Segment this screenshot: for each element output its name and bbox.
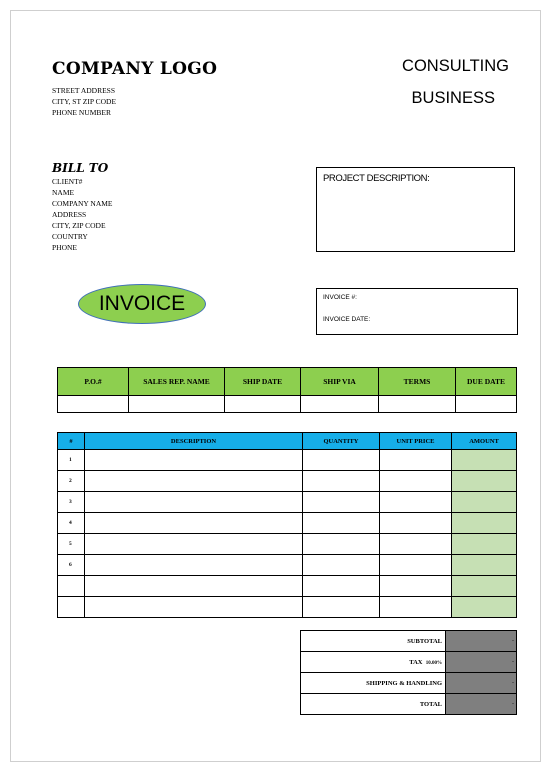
table-row (58, 450, 517, 471)
quantity-cell[interactable] (303, 597, 380, 618)
description-cell[interactable] (85, 597, 303, 618)
subtotal-row (301, 631, 517, 652)
shipping-label: SHIPPING & HANDLING (301, 673, 446, 694)
tax-label: TAX (409, 658, 423, 666)
total-label: TOTAL (301, 694, 446, 715)
unit-price-cell[interactable] (380, 534, 452, 555)
table-row (58, 513, 517, 534)
order-header-row (58, 368, 517, 396)
bill-phone: PHONE (52, 243, 78, 252)
amount-cell[interactable] (452, 492, 517, 513)
quantity-cell[interactable] (303, 450, 380, 471)
amount-cell[interactable] (452, 555, 517, 576)
header-ship-date: SHIP DATE (225, 368, 301, 396)
quantity-cell[interactable] (303, 492, 380, 513)
description-cell[interactable] (85, 492, 303, 513)
header-quantity: QUANTITY (303, 433, 380, 450)
quantity-cell[interactable] (303, 534, 380, 555)
due-date-cell[interactable] (456, 396, 517, 413)
amount-cell[interactable] (452, 513, 517, 534)
amount-cell[interactable] (452, 576, 517, 597)
row-number-cell: 1 (58, 450, 85, 471)
project-description-label: PROJECT DESCRIPTION: (323, 173, 430, 184)
subtotal-label: SUBTOTAL (301, 631, 446, 652)
header-sales-rep: SALES REP. NAME (129, 368, 225, 396)
row-number-cell (58, 576, 85, 597)
city-zip: CITY, ST ZIP CODE (52, 97, 117, 106)
invoice-info-box[interactable] (316, 288, 518, 335)
unit-price-cell[interactable] (380, 492, 452, 513)
unit-price-cell[interactable] (380, 513, 452, 534)
tax-value: - (446, 652, 517, 673)
bill-to-heading: BILL TO (52, 161, 109, 175)
shipping-value: - (446, 673, 517, 694)
header-due-date: DUE DATE (456, 368, 517, 396)
total-value: - (446, 694, 517, 715)
project-description-box[interactable] (316, 167, 515, 252)
line-items-table (57, 432, 517, 618)
description-cell[interactable] (85, 576, 303, 597)
items-header-row (58, 433, 517, 450)
order-data-row (58, 396, 517, 413)
bill-company: COMPANY NAME (52, 199, 113, 208)
street-address: STREET ADDRESS (52, 86, 115, 95)
quantity-cell[interactable] (303, 513, 380, 534)
row-number-cell: 4 (58, 513, 85, 534)
quantity-cell[interactable] (303, 576, 380, 597)
amount-cell[interactable] (452, 450, 517, 471)
bill-name: NAME (52, 188, 75, 197)
unit-price-cell[interactable] (380, 555, 452, 576)
description-cell[interactable] (85, 450, 303, 471)
tax-rate[interactable]: 10.00% (425, 660, 442, 666)
table-row (58, 534, 517, 555)
table-row (58, 492, 517, 513)
description-cell[interactable] (85, 471, 303, 492)
bill-city: CITY, ZIP CODE (52, 221, 106, 230)
table-row (58, 471, 517, 492)
sales-rep-cell[interactable] (129, 396, 225, 413)
unit-price-cell[interactable] (380, 597, 452, 618)
tax-label-cell (301, 652, 446, 673)
totals-table (300, 630, 517, 715)
order-info-table (57, 367, 517, 413)
amount-cell[interactable] (452, 471, 517, 492)
bill-country: COUNTRY (52, 232, 88, 241)
business-line-1: CONSULTING (402, 57, 509, 75)
description-cell[interactable] (85, 555, 303, 576)
header-ship-via: SHIP VIA (301, 368, 379, 396)
phone-number: PHONE NUMBER (52, 108, 111, 117)
bill-client: CLIENT# (52, 177, 83, 186)
header-unit-price: UNIT PRICE (380, 433, 452, 450)
invoice-date-label: INVOICE DATE: (323, 316, 371, 323)
table-row (58, 555, 517, 576)
header-number: # (58, 433, 85, 450)
description-cell[interactable] (85, 513, 303, 534)
header-description: DESCRIPTION (85, 433, 303, 450)
tax-row (301, 652, 517, 673)
amount-cell[interactable] (452, 534, 517, 555)
po-cell[interactable] (58, 396, 129, 413)
subtotal-value: - (446, 631, 517, 652)
total-row (301, 694, 517, 715)
quantity-cell[interactable] (303, 555, 380, 576)
ship-date-cell[interactable] (225, 396, 301, 413)
business-line-2: BUSINESS (411, 89, 495, 107)
shipping-row (301, 673, 517, 694)
header-po: P.O.# (58, 368, 129, 396)
row-number-cell: 6 (58, 555, 85, 576)
row-number-cell: 2 (58, 471, 85, 492)
header-amount: AMOUNT (452, 433, 517, 450)
description-cell[interactable] (85, 534, 303, 555)
amount-cell[interactable] (452, 597, 517, 618)
terms-cell[interactable] (379, 396, 456, 413)
invoice-badge: INVOICE (78, 284, 206, 324)
header-terms: TERMS (379, 368, 456, 396)
row-number-cell: 5 (58, 534, 85, 555)
invoice-number-label: INVOICE #: (323, 294, 357, 301)
quantity-cell[interactable] (303, 471, 380, 492)
table-row (58, 576, 517, 597)
row-number-cell: 3 (58, 492, 85, 513)
row-number-cell (58, 597, 85, 618)
invoice-page (10, 10, 541, 762)
unit-price-cell[interactable] (380, 471, 452, 492)
table-row (58, 597, 517, 618)
ship-via-cell[interactable] (301, 396, 379, 413)
unit-price-cell[interactable] (380, 450, 452, 471)
company-logo: COMPANY LOGO (52, 59, 218, 79)
bill-address: ADDRESS (52, 210, 87, 219)
unit-price-cell[interactable] (380, 576, 452, 597)
